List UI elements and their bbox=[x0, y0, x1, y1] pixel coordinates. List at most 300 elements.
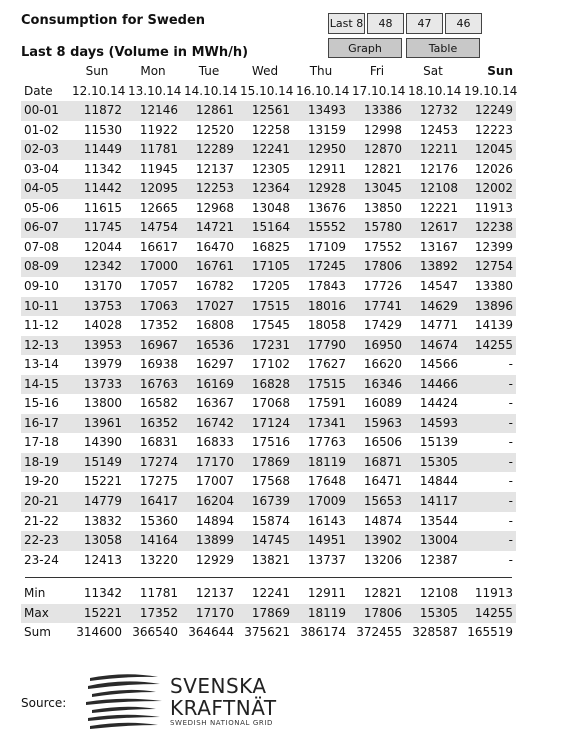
value-cell: 12821 bbox=[363, 161, 402, 176]
value-cell: 17515 bbox=[293, 375, 349, 395]
value-cell: 12413 bbox=[83, 552, 122, 567]
hour-label: 16-17 bbox=[21, 414, 69, 434]
value-cell: 12002 bbox=[461, 179, 516, 199]
value-cell: 13902 bbox=[349, 531, 405, 551]
value-cell: 16169 bbox=[181, 375, 237, 395]
last-8-button[interactable]: Last 8 bbox=[328, 13, 365, 34]
value-cell: 12342 bbox=[69, 257, 125, 277]
value-cell: 16761 bbox=[181, 257, 237, 277]
value-cell: - bbox=[508, 396, 513, 411]
logo-line-1: SVENSKA bbox=[170, 674, 267, 698]
value-cell: 17741 bbox=[349, 297, 405, 317]
summary-value: 11342 bbox=[83, 586, 122, 601]
value-cell: 17552 bbox=[363, 239, 402, 254]
value-cell: 14117 bbox=[405, 492, 461, 512]
value-cell: - bbox=[461, 453, 516, 473]
value-cell: - bbox=[461, 492, 516, 512]
hour-label: 09-10 bbox=[24, 279, 59, 294]
value-cell: 13733 bbox=[69, 375, 125, 395]
table-row bbox=[21, 472, 516, 492]
svenska-kraftnat-logo bbox=[86, 672, 286, 734]
summary-value: 12821 bbox=[363, 586, 402, 601]
value-cell: 12387 bbox=[419, 552, 458, 567]
value-cell: 16617 bbox=[139, 239, 178, 254]
hour-label: 21-22 bbox=[24, 513, 59, 528]
value-cell: 17109 bbox=[307, 239, 346, 254]
value-cell: 16204 bbox=[181, 492, 237, 512]
value-cell: 13821 bbox=[251, 552, 290, 567]
value-cell: 13206 bbox=[363, 552, 402, 567]
day-header: Sat bbox=[423, 64, 443, 78]
value-cell: 17102 bbox=[251, 357, 290, 372]
value-cell: 14745 bbox=[237, 531, 293, 551]
summary-value: 17806 bbox=[349, 604, 405, 624]
table-row bbox=[21, 492, 516, 512]
page-subtitle: Last 8 days (Volume in MWh/h) bbox=[21, 45, 249, 60]
summary-value: 314600 bbox=[76, 625, 122, 640]
value-cell: 12095 bbox=[125, 179, 181, 199]
summary-value: 15305 bbox=[405, 604, 461, 624]
table-row bbox=[21, 238, 516, 258]
value-cell: 14255 bbox=[461, 336, 516, 356]
value-cell: 16352 bbox=[125, 414, 181, 434]
value-cell: 14894 bbox=[195, 513, 234, 528]
value-cell: 16417 bbox=[125, 492, 181, 512]
table-row bbox=[21, 121, 516, 141]
value-cell: 17057 bbox=[139, 279, 178, 294]
value-cell: 13058 bbox=[69, 531, 125, 551]
summary-value: 165519 bbox=[467, 625, 513, 640]
table-row bbox=[21, 375, 516, 395]
value-cell: 17869 bbox=[237, 453, 293, 473]
value-cell: 17245 bbox=[293, 257, 349, 277]
value-cell: 16871 bbox=[349, 453, 405, 473]
value-cell: 12176 bbox=[419, 161, 458, 176]
value-cell: 13159 bbox=[307, 122, 346, 137]
summary-value: 364644 bbox=[188, 625, 234, 640]
value-cell: 16089 bbox=[363, 396, 402, 411]
day-header: Thu bbox=[309, 64, 333, 78]
value-cell: 11872 bbox=[69, 101, 125, 121]
table-row bbox=[21, 355, 516, 375]
day-header: Tue bbox=[198, 64, 220, 78]
week-47-button[interactable]: 47 bbox=[406, 13, 443, 34]
table-button[interactable]: Table bbox=[406, 38, 480, 58]
value-cell: 12241 bbox=[237, 140, 293, 160]
hour-label: 14-15 bbox=[21, 375, 69, 395]
value-cell: 16297 bbox=[195, 357, 234, 372]
hour-label: 11-12 bbox=[24, 318, 59, 333]
value-cell: 17170 bbox=[181, 453, 237, 473]
value-cell: 17568 bbox=[251, 474, 290, 489]
value-cell: 17231 bbox=[237, 336, 293, 356]
value-cell: 12861 bbox=[181, 101, 237, 121]
hour-label: 08-09 bbox=[21, 257, 69, 277]
value-cell: 14028 bbox=[83, 318, 122, 333]
value-cell: 13892 bbox=[405, 257, 461, 277]
value-cell: 12929 bbox=[195, 552, 234, 567]
value-cell: 12561 bbox=[237, 101, 293, 121]
table-row bbox=[21, 551, 516, 571]
value-cell: 14674 bbox=[405, 336, 461, 356]
value-cell: 16367 bbox=[195, 396, 234, 411]
value-cell: 13832 bbox=[83, 513, 122, 528]
table-row bbox=[21, 277, 516, 297]
day-header: Sun bbox=[487, 64, 513, 78]
value-cell: 15780 bbox=[349, 218, 405, 238]
date-cell: 18.10.14 bbox=[408, 83, 462, 98]
value-cell: 17806 bbox=[349, 257, 405, 277]
value-cell: 17027 bbox=[181, 297, 237, 317]
hour-label: 01-02 bbox=[24, 122, 59, 137]
value-cell: 17591 bbox=[307, 396, 346, 411]
value-cell: 16808 bbox=[195, 318, 234, 333]
hour-label: 06-07 bbox=[21, 218, 69, 238]
value-cell: 13896 bbox=[461, 297, 516, 317]
value-cell: 12289 bbox=[181, 140, 237, 160]
summary-value: 17170 bbox=[181, 604, 237, 624]
value-cell: 14566 bbox=[419, 357, 458, 372]
value-cell: 16471 bbox=[363, 474, 402, 489]
value-cell: 13493 bbox=[293, 101, 349, 121]
table-row bbox=[21, 160, 516, 180]
hour-label: 18-19 bbox=[21, 453, 69, 473]
value-cell: 16763 bbox=[125, 375, 181, 395]
date-row bbox=[21, 82, 516, 102]
hour-label: 17-18 bbox=[24, 435, 59, 450]
separator-line bbox=[25, 577, 512, 578]
hour-label: 23-24 bbox=[24, 552, 59, 567]
value-cell: 17068 bbox=[251, 396, 290, 411]
day-header: Sun bbox=[85, 64, 109, 78]
summary-value: 375621 bbox=[244, 625, 290, 640]
value-cell: 17648 bbox=[307, 474, 346, 489]
value-cell: 12968 bbox=[195, 200, 234, 215]
value-cell: 14771 bbox=[419, 318, 458, 333]
value-cell: 16143 bbox=[307, 513, 346, 528]
value-cell: 12026 bbox=[474, 161, 513, 176]
value-cell: 17105 bbox=[237, 257, 293, 277]
value-cell: 18016 bbox=[293, 297, 349, 317]
value-cell: 11781 bbox=[125, 140, 181, 160]
table-row bbox=[21, 453, 516, 473]
value-cell: 16782 bbox=[195, 279, 234, 294]
table-row bbox=[21, 433, 516, 453]
value-cell: 11945 bbox=[139, 161, 178, 176]
value-cell: 11449 bbox=[69, 140, 125, 160]
value-cell: 13737 bbox=[307, 552, 346, 567]
value-cell: 17790 bbox=[293, 336, 349, 356]
value-cell: 17124 bbox=[237, 414, 293, 434]
value-cell: 17763 bbox=[307, 435, 346, 450]
value-cell: 16506 bbox=[363, 435, 402, 450]
hour-label: 13-14 bbox=[24, 357, 59, 372]
value-cell: 18058 bbox=[307, 318, 346, 333]
value-cell: 12665 bbox=[139, 200, 178, 215]
value-cell: 18119 bbox=[293, 453, 349, 473]
value-cell: 12137 bbox=[195, 161, 234, 176]
day-header-row bbox=[21, 62, 516, 82]
value-cell: 13544 bbox=[419, 513, 458, 528]
hour-label: 02-03 bbox=[21, 140, 69, 160]
value-cell: 14593 bbox=[405, 414, 461, 434]
table-row bbox=[21, 179, 516, 199]
table-row bbox=[21, 199, 516, 219]
value-cell: 14139 bbox=[474, 318, 513, 333]
date-cell: 13.10.14 bbox=[128, 83, 182, 98]
value-cell: - bbox=[508, 552, 513, 567]
value-cell: 12223 bbox=[474, 122, 513, 137]
summary-label: Sum bbox=[24, 625, 51, 640]
value-cell: 13048 bbox=[251, 200, 290, 215]
value-cell: 12950 bbox=[293, 140, 349, 160]
summary-value: 17352 bbox=[125, 604, 181, 624]
hour-label: 05-06 bbox=[24, 200, 59, 215]
separator-row bbox=[21, 570, 516, 584]
logo-mark-icon bbox=[86, 672, 166, 734]
value-cell: 16470 bbox=[195, 239, 234, 254]
value-cell: 14424 bbox=[419, 396, 458, 411]
summary-row bbox=[21, 584, 516, 604]
value-cell: 16742 bbox=[181, 414, 237, 434]
value-cell: 14754 bbox=[125, 218, 181, 238]
table-row bbox=[21, 531, 516, 551]
value-cell: 16831 bbox=[139, 435, 178, 450]
hour-label: 15-16 bbox=[24, 396, 59, 411]
graph-button[interactable]: Graph bbox=[328, 38, 402, 58]
value-cell: 15149 bbox=[69, 453, 125, 473]
value-cell: 12754 bbox=[461, 257, 516, 277]
value-cell: 15305 bbox=[405, 453, 461, 473]
value-cell: - bbox=[508, 474, 513, 489]
week-48-button[interactable]: 48 bbox=[367, 13, 404, 34]
value-cell: 12258 bbox=[251, 122, 290, 137]
value-cell: 11530 bbox=[83, 122, 122, 137]
value-cell: 16828 bbox=[237, 375, 293, 395]
date-cell: 16.10.14 bbox=[296, 83, 350, 98]
hour-label: 12-13 bbox=[21, 336, 69, 356]
value-cell: 15360 bbox=[139, 513, 178, 528]
value-cell: 14951 bbox=[293, 531, 349, 551]
hour-label: 04-05 bbox=[21, 179, 69, 199]
value-cell: 16938 bbox=[139, 357, 178, 372]
week-46-button[interactable]: 46 bbox=[445, 13, 482, 34]
date-cell: 15.10.14 bbox=[240, 83, 294, 98]
value-cell: - bbox=[461, 414, 516, 434]
value-cell: 13899 bbox=[181, 531, 237, 551]
summary-value: 14255 bbox=[461, 604, 516, 624]
value-cell: - bbox=[508, 513, 513, 528]
value-cell: 17000 bbox=[125, 257, 181, 277]
summary-value: 12108 bbox=[419, 586, 458, 601]
value-cell: 17627 bbox=[307, 357, 346, 372]
value-cell: 17843 bbox=[307, 279, 346, 294]
value-cell: 12399 bbox=[474, 239, 513, 254]
day-header: Wed bbox=[251, 64, 279, 78]
summary-value: 366540 bbox=[132, 625, 178, 640]
value-cell: 17516 bbox=[251, 435, 290, 450]
value-cell: 12249 bbox=[461, 101, 516, 121]
value-cell: 14390 bbox=[83, 435, 122, 450]
value-cell: 13800 bbox=[83, 396, 122, 411]
summary-value: 386174 bbox=[300, 625, 346, 640]
value-cell: 12305 bbox=[251, 161, 290, 176]
hour-label: 07-08 bbox=[24, 239, 59, 254]
value-cell: 11745 bbox=[69, 218, 125, 238]
hour-label: 19-20 bbox=[24, 474, 59, 489]
value-cell: 16950 bbox=[349, 336, 405, 356]
summary-value: 15221 bbox=[69, 604, 125, 624]
hour-label: 03-04 bbox=[24, 161, 59, 176]
value-cell: 11913 bbox=[474, 200, 513, 215]
date-cell: 14.10.14 bbox=[184, 83, 238, 98]
value-cell: 15164 bbox=[237, 218, 293, 238]
value-cell: 17275 bbox=[139, 474, 178, 489]
value-cell: 17352 bbox=[139, 318, 178, 333]
value-cell: 16739 bbox=[237, 492, 293, 512]
date-cell: 12.10.14 bbox=[72, 83, 126, 98]
value-cell: - bbox=[508, 435, 513, 450]
value-cell: 12045 bbox=[461, 140, 516, 160]
value-cell: 14466 bbox=[405, 375, 461, 395]
table-row bbox=[21, 257, 516, 277]
value-cell: 14629 bbox=[405, 297, 461, 317]
summary-value: 18119 bbox=[293, 604, 349, 624]
value-cell: 15874 bbox=[251, 513, 290, 528]
value-cell: 12870 bbox=[349, 140, 405, 160]
value-cell: 13386 bbox=[349, 101, 405, 121]
value-cell: 17274 bbox=[125, 453, 181, 473]
table-row bbox=[21, 297, 516, 317]
value-cell: 11922 bbox=[139, 122, 178, 137]
summary-row bbox=[21, 604, 516, 624]
logo-line-2: KRAFTNÄT bbox=[170, 696, 277, 720]
summary-value: 12137 bbox=[195, 586, 234, 601]
value-cell: 12044 bbox=[83, 239, 122, 254]
table-row bbox=[21, 394, 516, 414]
value-cell: 12911 bbox=[307, 161, 346, 176]
header-blank bbox=[21, 62, 69, 82]
source-label: Source: bbox=[21, 696, 67, 710]
table-row bbox=[21, 414, 516, 434]
value-cell: 17007 bbox=[195, 474, 234, 489]
value-cell: 17545 bbox=[251, 318, 290, 333]
value-cell: 13220 bbox=[139, 552, 178, 567]
hour-label: 00-01 bbox=[21, 101, 69, 121]
day-header: Mon bbox=[140, 64, 166, 78]
value-cell: 17429 bbox=[363, 318, 402, 333]
value-cell: 12617 bbox=[405, 218, 461, 238]
value-cell: 16967 bbox=[125, 336, 181, 356]
table-row bbox=[21, 336, 516, 356]
logo-line-3: SWEDISH NATIONAL GRID bbox=[170, 719, 273, 727]
value-cell: 12928 bbox=[293, 179, 349, 199]
separator-cell bbox=[21, 570, 516, 584]
value-cell: 13979 bbox=[83, 357, 122, 372]
value-cell: 12108 bbox=[405, 179, 461, 199]
hour-label: 22-23 bbox=[21, 531, 69, 551]
value-cell: 12998 bbox=[363, 122, 402, 137]
value-cell: - bbox=[461, 375, 516, 395]
value-cell: 16620 bbox=[363, 357, 402, 372]
value-cell: 13753 bbox=[69, 297, 125, 317]
value-cell: 14721 bbox=[181, 218, 237, 238]
value-cell: 17341 bbox=[293, 414, 349, 434]
table-row bbox=[21, 140, 516, 160]
value-cell: 14779 bbox=[69, 492, 125, 512]
value-cell: 13045 bbox=[349, 179, 405, 199]
value-cell: 11342 bbox=[83, 161, 122, 176]
value-cell: 16346 bbox=[349, 375, 405, 395]
summary-value: 11781 bbox=[139, 586, 178, 601]
value-cell: 12221 bbox=[419, 200, 458, 215]
value-cell: 16833 bbox=[195, 435, 234, 450]
value-cell: 16536 bbox=[181, 336, 237, 356]
table-row bbox=[21, 218, 516, 238]
summary-row bbox=[21, 623, 516, 643]
value-cell: 13850 bbox=[363, 200, 402, 215]
value-cell: 14164 bbox=[125, 531, 181, 551]
summary-label: Min bbox=[24, 586, 46, 601]
value-cell: 13004 bbox=[405, 531, 461, 551]
value-cell: 17726 bbox=[363, 279, 402, 294]
value-cell: 14844 bbox=[419, 474, 458, 489]
value-cell: 12520 bbox=[195, 122, 234, 137]
value-cell: 12253 bbox=[181, 179, 237, 199]
hour-label: 10-11 bbox=[21, 297, 69, 317]
table-row bbox=[21, 101, 516, 121]
value-cell: 13380 bbox=[474, 279, 513, 294]
value-cell: 13961 bbox=[69, 414, 125, 434]
summary-value: 17869 bbox=[237, 604, 293, 624]
summary-value: 328587 bbox=[412, 625, 458, 640]
value-cell: 16825 bbox=[251, 239, 290, 254]
value-cell: - bbox=[508, 357, 513, 372]
value-cell: 14874 bbox=[363, 513, 402, 528]
summary-value: 12241 bbox=[251, 586, 290, 601]
value-cell: 15963 bbox=[349, 414, 405, 434]
value-cell: 15552 bbox=[293, 218, 349, 238]
value-cell: 12364 bbox=[237, 179, 293, 199]
day-header: Fri bbox=[369, 64, 385, 78]
value-cell: 14547 bbox=[419, 279, 458, 294]
value-cell: 17515 bbox=[237, 297, 293, 317]
value-cell: 16582 bbox=[139, 396, 178, 411]
value-cell: 12211 bbox=[405, 140, 461, 160]
summary-value: 372455 bbox=[356, 625, 402, 640]
summary-value: 11913 bbox=[474, 586, 513, 601]
table-row bbox=[21, 512, 516, 532]
page-title: Consumption for Sweden bbox=[21, 13, 206, 28]
value-cell: 12238 bbox=[461, 218, 516, 238]
value-cell: 17009 bbox=[293, 492, 349, 512]
date-cell: 17.10.14 bbox=[352, 83, 406, 98]
value-cell: 13953 bbox=[69, 336, 125, 356]
consumption-table bbox=[21, 62, 516, 643]
value-cell: 13676 bbox=[307, 200, 346, 215]
value-cell: 11615 bbox=[83, 200, 122, 215]
value-cell: 12732 bbox=[405, 101, 461, 121]
value-cell: 12146 bbox=[125, 101, 181, 121]
value-cell: 17205 bbox=[251, 279, 290, 294]
value-cell: 11442 bbox=[69, 179, 125, 199]
hour-label: 20-21 bbox=[21, 492, 69, 512]
value-cell: 15653 bbox=[349, 492, 405, 512]
date-label: Date bbox=[24, 83, 53, 98]
value-cell: 13167 bbox=[419, 239, 458, 254]
value-cell: 15139 bbox=[419, 435, 458, 450]
date-cell: 19.10.14 bbox=[464, 83, 518, 98]
